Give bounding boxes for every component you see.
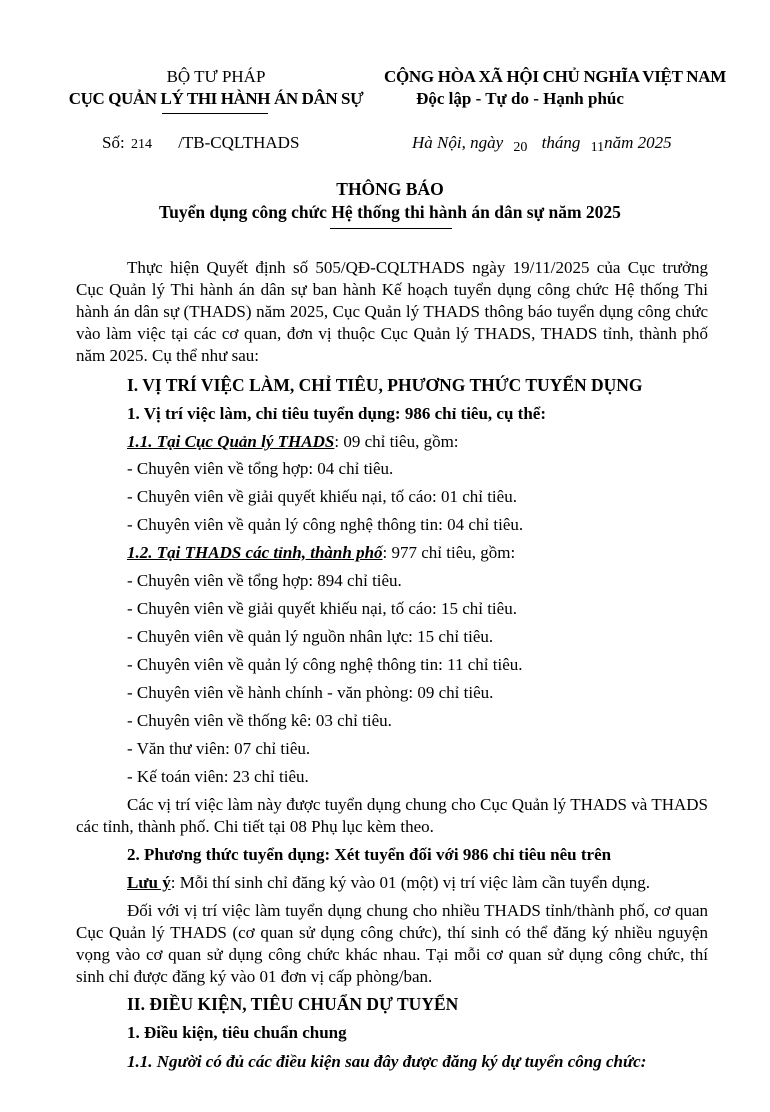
sub-1-2-label: 1.2. Tại THADS các tỉnh, thành phố [127,543,383,562]
list-item: - Chuyên viên về quản lý công nghệ thông tin: 11 chỉ tiêu. [127,655,523,674]
sub-1-2-rest: : 977 chỉ tiêu, gồm: [382,543,516,562]
month-label: tháng [541,133,581,152]
date-month: 11 [590,140,605,155]
intro-paragraph: Thực hiện Quyết định số 505/QĐ-CQLTHADS ngày 19/11/2025 của Cục trưởng Cục Quản lý Thi hành án dân sự ban hành Kế hoạch tuyển dụng công chức Hệ thống Thi hành án dân sự (THADS) năm 2025, Cục Quản lý THADS thông báo tuyển dụng công chức vào làm việc tại các cơ quan, đơn vị thuộc Cục Quản lý THADS, THADS tỉnh, thành phố năm 2025. Cụ thể như sau: [76,258,708,365]
list-item: - Kế toán viên: 23 chỉ tiêu. [127,767,309,786]
sub-1-1-label: 1.1. Tại Cục Quản lý THADS [127,432,335,451]
date-year: năm 2025 [604,133,672,152]
agency-underline [162,113,268,114]
ministry-name: BỘ TƯ PHÁP [166,67,266,86]
ref-number-value: 214 [130,137,152,152]
note-text: : Mỗi thí sinh chỉ đăng ký vào 01 (một) vị trí việc làm cần tuyển dụng. [170,873,650,892]
item-ii-1-1-heading: 1.1. Người có đủ các điều kiện sau đây được đăng ký dự tuyển công chức: [127,1052,647,1071]
list-item: - Chuyên viên về quản lý công nghệ thông tin: 04 chỉ tiêu. [127,515,524,534]
list-item: - Chuyên viên về hành chính - văn phòng: 09 chỉ tiêu. [127,683,494,702]
positions-note: Các vị trí việc làm này được tuyển dụng chung cho Cục Quản lý THADS và THADS các tỉnh, thành phố. Chi tiết tại 08 Phụ lục kèm theo. [76,795,708,836]
country-name: CỘNG HÒA XÃ HỘI CHỦ NGHĨA VIỆT NAM [384,67,726,86]
list-item: - Chuyên viên về tổng hợp: 894 chỉ tiêu. [127,571,402,590]
doc-title: THÔNG BÁO [336,179,444,199]
date-day: 20 [513,140,528,155]
sub-1-1-rest: : 09 chỉ tiêu, gồm: [334,432,459,451]
doc-subtitle: Tuyển dụng công chức Hệ thống thi hành án dân sự năm 2025 [159,202,621,222]
note-paragraph: Đối với vị trí việc làm tuyển dụng chung cho nhiều THADS tỉnh/thành phố, cơ quan Cục Quản lý THADS (cơ quan sử dụng công chức), thí sinh có thể đăng ký nhiều nguyện vọng vào cơ quan sử dụng công chức khác nhau. Tại mỗi cơ quan sử dụng công chức, thí sinh chỉ được đăng ký vào 01 đơn vị cấp phòng/ban. [76,901,708,986]
place-date [412,132,672,156]
place-prefix: Hà Nội, ngày [412,133,504,152]
list-item: - Chuyên viên về giải quyết khiếu nại, tố cáo: 15 chỉ tiêu. [127,599,517,618]
sub-1-2-heading [127,542,515,564]
note-line [127,872,650,894]
list-item: - Văn thư viên: 07 chỉ tiêu. [127,739,311,758]
motto: Độc lập - Tự do - Hạnh phúc [416,89,624,108]
ref-code: /TB-CQLTHADS [178,133,300,152]
note-label: Lưu ý [127,873,171,892]
section-1-heading: I. VỊ TRÍ VIỆC LÀM, CHỈ TIÊU, PHƯƠNG THỨC TUYỂN DỤNG [127,375,643,395]
list-item: - Chuyên viên về tổng hợp: 04 chỉ tiêu. [127,459,394,478]
section-2-heading: II. ĐIỀU KIỆN, TIÊU CHUẨN DỰ TUYỂN [127,994,459,1014]
sub-1-1-heading [127,431,459,453]
ref-label: Số: [102,133,125,152]
item-2-heading: 2. Phương thức tuyển dụng: Xét tuyển đối với 986 chỉ tiêu nêu trên [127,845,612,864]
item-1-heading: 1. Vị trí việc làm, chỉ tiêu tuyển dụng: 986 chỉ tiêu, cụ thể: [127,404,546,423]
list-item: - Chuyên viên về thống kê: 03 chỉ tiêu. [127,711,392,730]
list-item: - Chuyên viên về giải quyết khiếu nại, tố cáo: 01 chỉ tiêu. [127,487,517,506]
agency-name: CỤC QUẢN LÝ THI HÀNH ÁN DÂN SỰ [68,89,364,108]
title-underline [330,228,452,229]
item-ii-1-heading: 1. Điều kiện, tiêu chuẩn chung [127,1023,347,1042]
ref-number [102,132,299,156]
list-item: - Chuyên viên về quản lý nguồn nhân lực: 15 chỉ tiêu. [127,627,494,646]
